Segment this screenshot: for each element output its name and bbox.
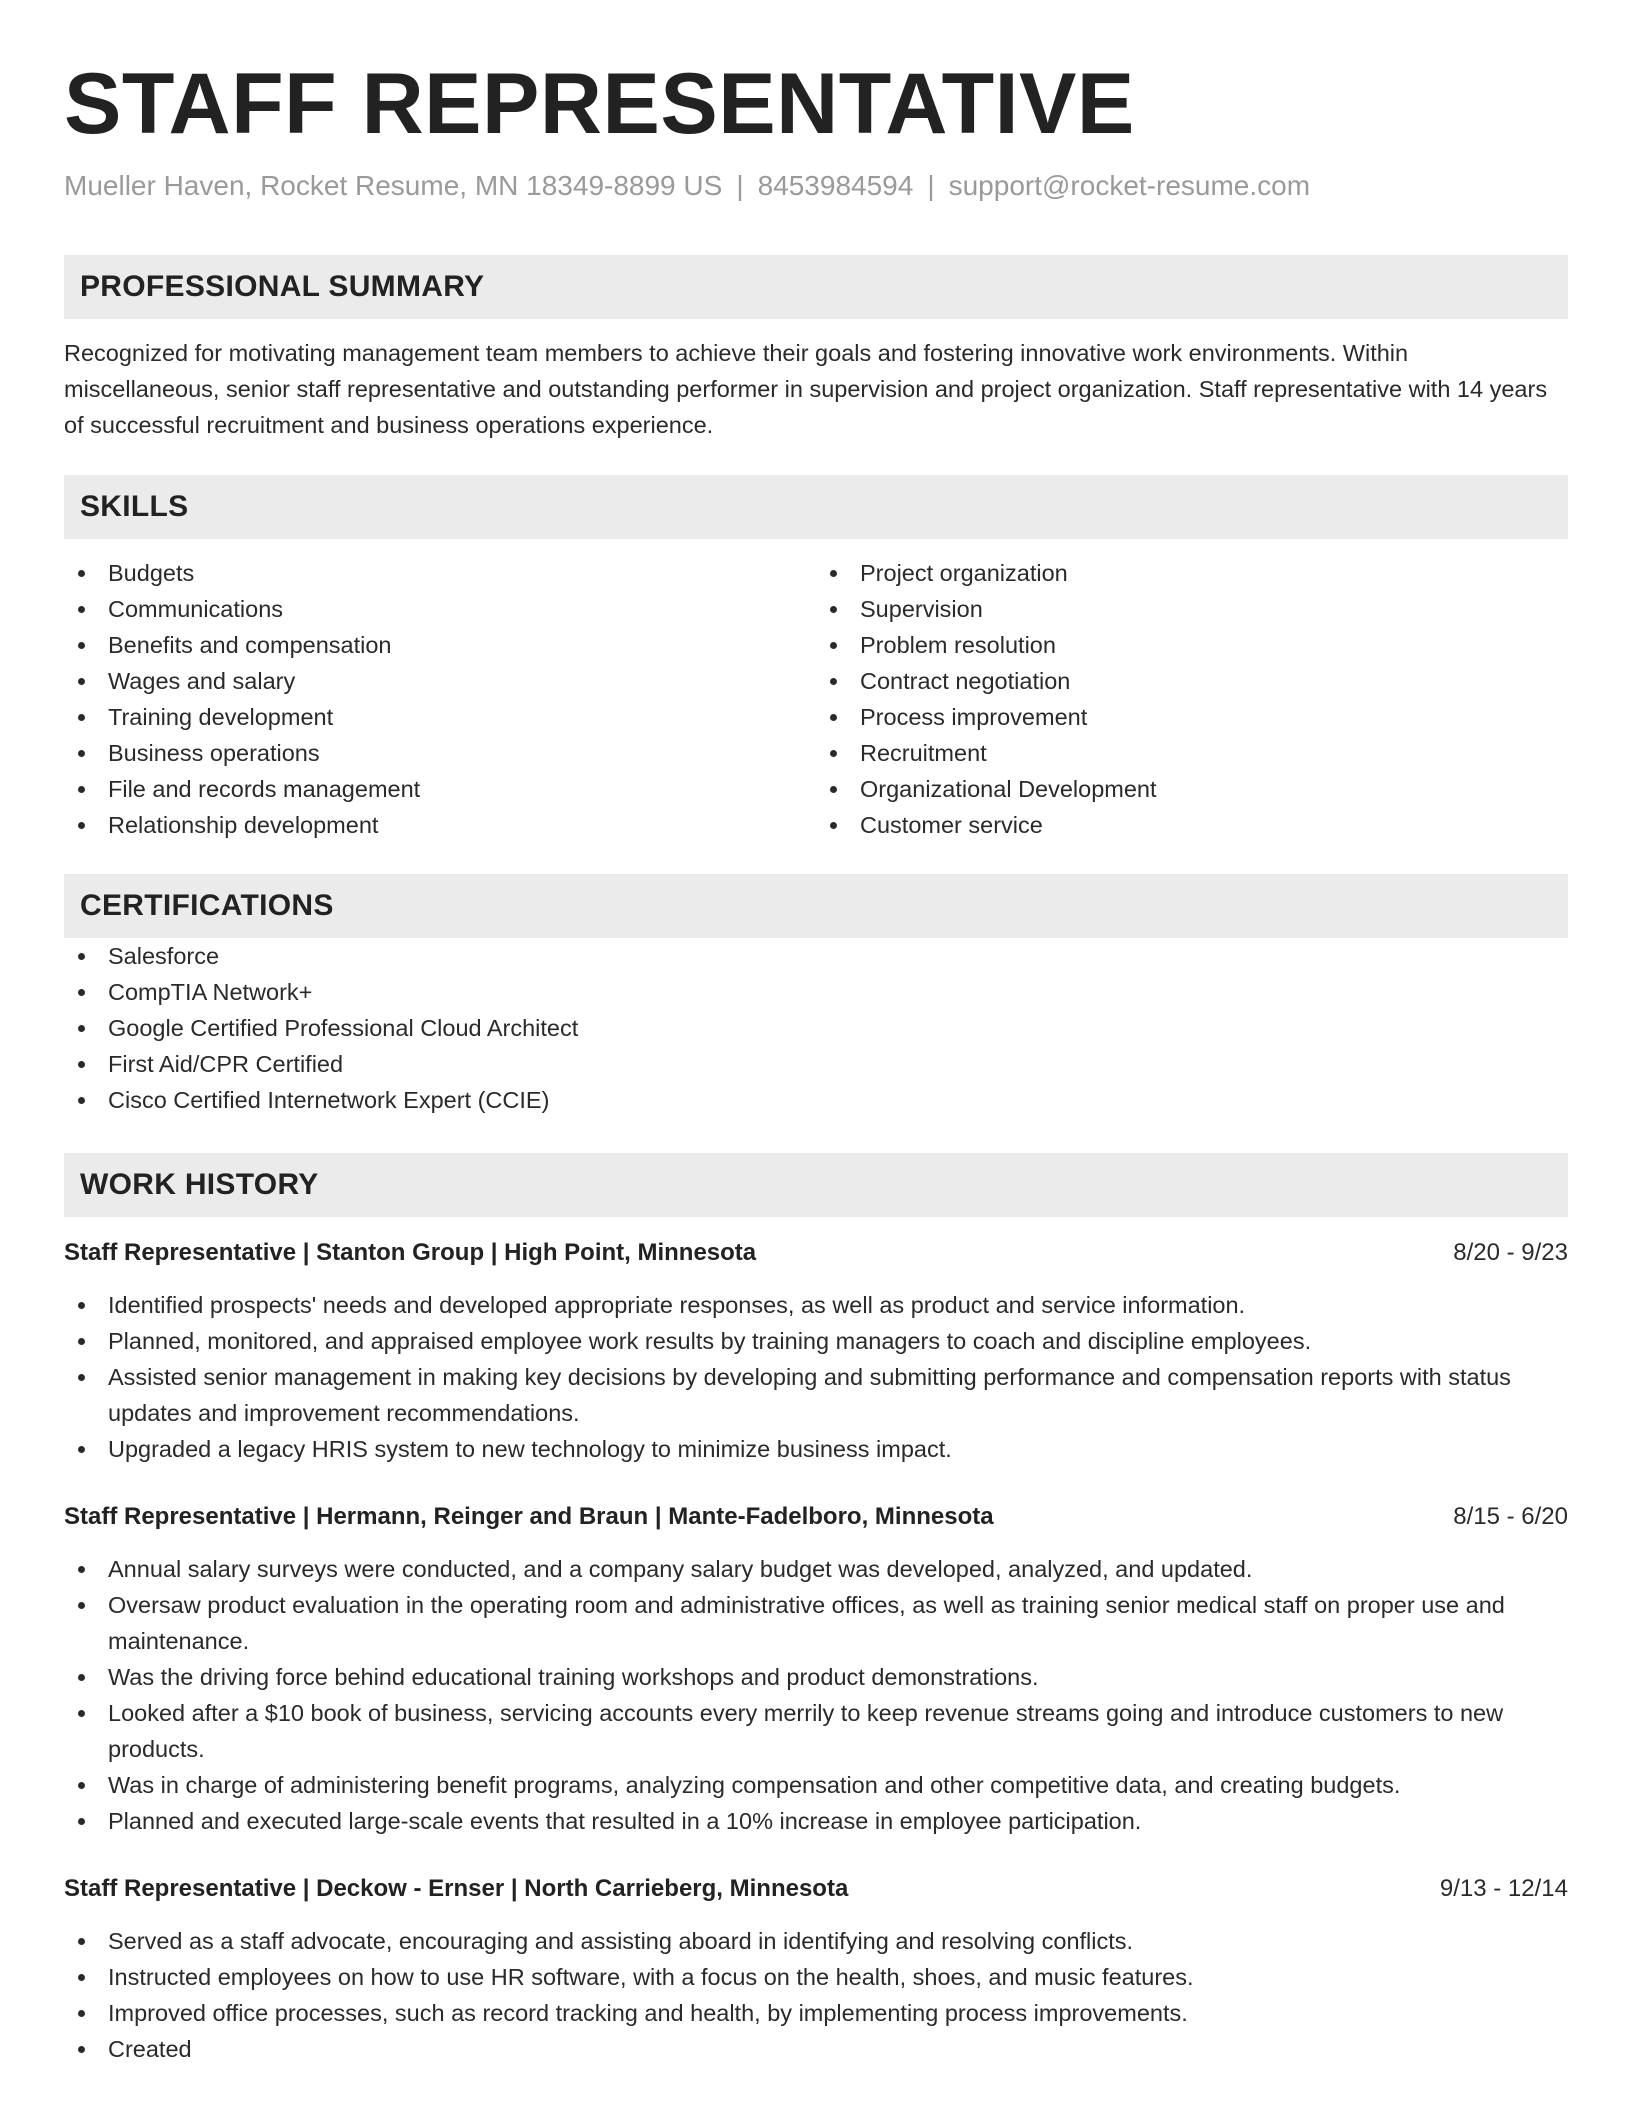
job-header: [64, 1871, 1568, 1907]
job-bullet: Instructed employees on how to use HR software, with a focus on the health, shoes, and music features.: [64, 1959, 1568, 1995]
job-bullet: Improved office processes, such as record tracking and health, by implementing process improvements.: [64, 1995, 1568, 2031]
section-header-work-history: WORK HISTORY: [64, 1153, 1568, 1217]
section-header-summary: PROFESSIONAL SUMMARY: [64, 255, 1568, 319]
contact-line: [64, 168, 1568, 204]
skill-item: Wages and salary: [64, 663, 816, 699]
job-header: [64, 1235, 1568, 1271]
skill-item: Process improvement: [816, 699, 1568, 735]
contact-address: Mueller Haven, Rocket Resume, MN 18349-8899 US: [64, 170, 723, 201]
job-bullet: Planned and executed large-scale events that resulted in a 10% increase in employee participation.: [64, 1803, 1568, 1839]
section-header-certifications: CERTIFICATIONS: [64, 874, 1568, 938]
skills-column-left: [64, 555, 816, 843]
job-bullets: [64, 1287, 1568, 1467]
skill-item: Relationship development: [64, 807, 816, 843]
skill-item: Problem resolution: [816, 627, 1568, 663]
certification-item: CompTIA Network+: [64, 974, 1568, 1010]
certification-item: Salesforce: [64, 938, 1568, 974]
work-history-list: [64, 1235, 1568, 2067]
section-header-skills: SKILLS: [64, 475, 1568, 539]
skill-item: Supervision: [816, 591, 1568, 627]
skill-item: Organizational Development: [816, 771, 1568, 807]
skills-column-right: [816, 555, 1568, 843]
skill-item: Business operations: [64, 735, 816, 771]
job-bullets: [64, 1923, 1568, 2067]
summary-text: Recognized for motivating management team members to achieve their goals and fostering innovative work environments. Within miscellaneous, senior staff representative and outstanding performer in supervision and project organization. Staff representative with 14 years of successful recruitment and business operations experience.: [64, 340, 1548, 438]
skill-item: Project organization: [816, 555, 1568, 591]
skills-list: [64, 555, 1568, 843]
skill-item: Training development: [64, 699, 816, 735]
certification-item: Cisco Certified Internetwork Expert (CCIE): [64, 1082, 1568, 1118]
candidate-name: STAFF REPRESENTATIVE: [64, 56, 1135, 152]
contact-separator: |: [927, 170, 935, 201]
job-dates: 9/13 - 12/14: [1439, 1875, 1568, 1902]
skill-item: Contract negotiation: [816, 663, 1568, 699]
contact-email: support@rocket-resume.com: [948, 170, 1311, 201]
job-bullet: Annual salary surveys were conducted, and a company salary budget was developed, analyzed, and updated.: [64, 1551, 1568, 1587]
job-entry: [64, 1871, 1568, 2067]
skill-item: Communications: [64, 591, 816, 627]
job-bullet: Looked after a $10 book of business, servicing accounts every merrily to keep revenue streams going and introduce customers to new products.: [64, 1695, 1568, 1767]
job-bullet: Was the driving force behind educational training workshops and product demonstrations.: [64, 1659, 1568, 1695]
job-bullet: Created: [64, 2031, 1568, 2067]
job-bullet: Oversaw product evaluation in the operating room and administrative offices, as well as training senior medical staff on proper use and maintenance.: [64, 1587, 1568, 1659]
job-bullet: Served as a staff advocate, encouraging and assisting aboard in identifying and resolving conflicts.: [64, 1923, 1568, 1959]
job-title: Staff Representative | Hermann, Reinger and Braun | Mante-Fadelboro, Minnesota: [64, 1503, 994, 1530]
job-bullet: Upgraded a legacy HRIS system to new technology to minimize business impact.: [64, 1431, 1568, 1467]
job-title: Staff Representative | Stanton Group | High Point, Minnesota: [64, 1239, 757, 1266]
skill-item: File and records management: [64, 771, 816, 807]
job-bullet: Planned, monitored, and appraised employee work results by training managers to coach and discipline employees.: [64, 1323, 1568, 1359]
skill-item: Recruitment: [816, 735, 1568, 771]
job-bullet: Was in charge of administering benefit programs, analyzing compensation and other competitive data, and creating budgets.: [64, 1767, 1568, 1803]
job-dates: 8/15 - 6/20: [1453, 1503, 1568, 1530]
certification-item: Google Certified Professional Cloud Architect: [64, 1010, 1568, 1046]
job-bullet: Assisted senior management in making key decisions by developing and submitting performance and compensation reports with status updates and improvement recommendations.: [64, 1359, 1568, 1431]
skill-item: Budgets: [64, 555, 816, 591]
job-bullets: [64, 1551, 1568, 1839]
contact-separator: |: [736, 170, 744, 201]
job-title: Staff Representative | Deckow - Ernser | North Carrieberg, Minnesota: [64, 1875, 849, 1902]
job-dates: 8/20 - 9/23: [1453, 1239, 1568, 1266]
skill-item: Benefits and compensation: [64, 627, 816, 663]
certifications-list: [64, 938, 1568, 1118]
job-bullet: Identified prospects' needs and developed appropriate responses, as well as product and service information.: [64, 1287, 1568, 1323]
certification-item: First Aid/CPR Certified: [64, 1046, 1568, 1082]
job-header: [64, 1499, 1568, 1535]
skill-item: Customer service: [816, 807, 1568, 843]
job-entry: [64, 1235, 1568, 1467]
job-entry: [64, 1499, 1568, 1839]
contact-phone: 8453984594: [757, 170, 914, 201]
